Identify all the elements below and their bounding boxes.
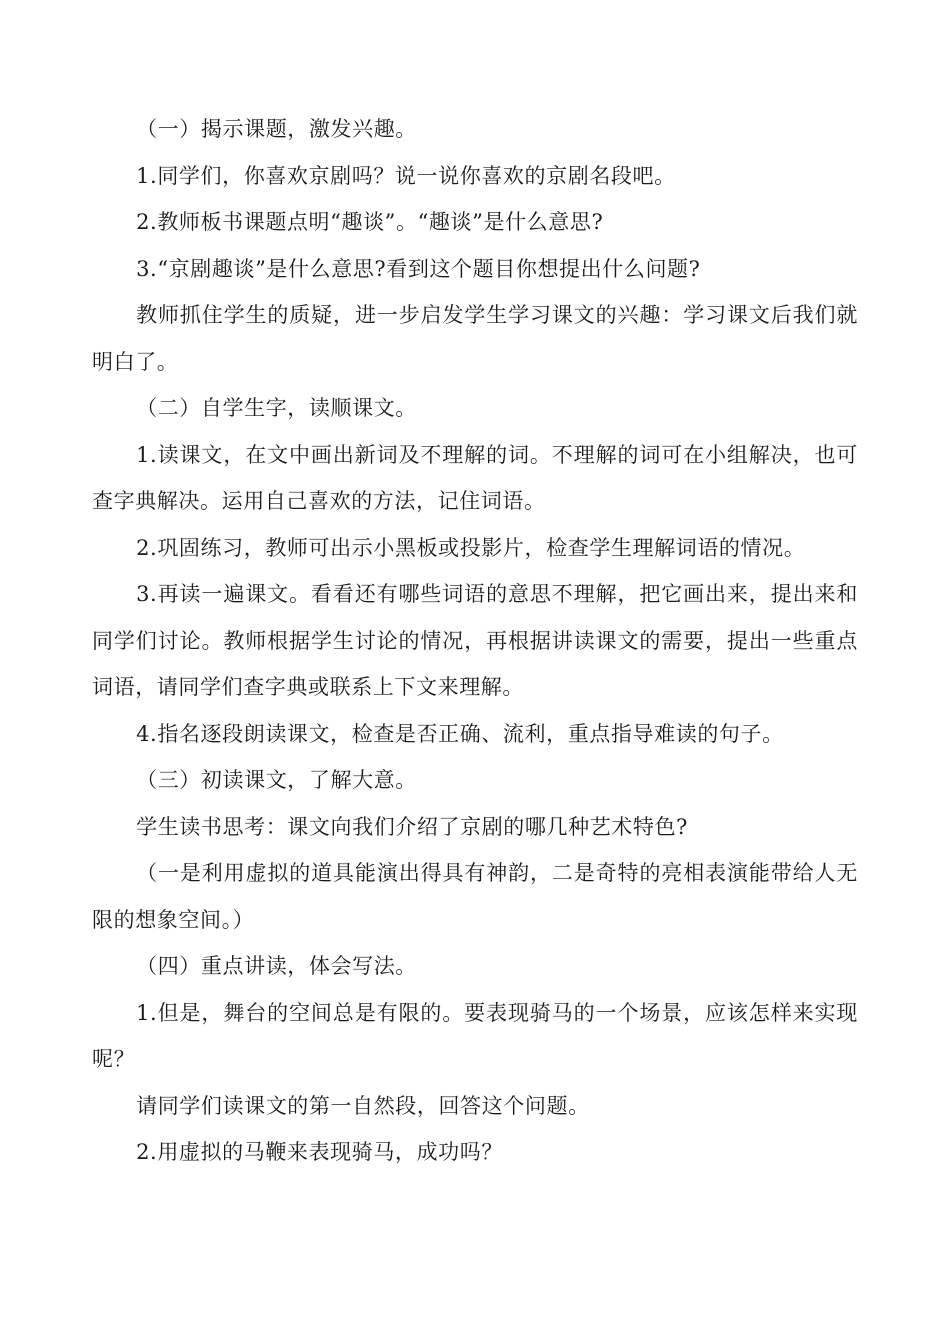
document-body [92, 106, 858, 1176]
paragraph: 4.指名逐段朗读课文，检查是否正确、流利，重点指导难读的句子。 [136, 721, 784, 746]
paragraph: 1.同学们，你喜欢京剧吗？说一说你喜欢的京剧名段吧。 [136, 163, 676, 188]
paragraph: 请同学们读课文的第一自然段，回答这个问题。 [136, 1093, 590, 1118]
paragraph: 3.“京剧趣谈”是什么意思?看到这个题目你想提出什么问题? [136, 256, 701, 281]
paragraph: 1.读课文，在文中画出新词及不理解的词。不理解的词可在小组解决，也可查字典解决。运用自己喜欢的方法，记住词语。 [92, 442, 858, 513]
paragraph: 2.教师板书课题点明“趣谈”。“趣谈”是什么意思? [136, 210, 604, 234]
paragraph: 1.但是，舞台的空间总是有限的。要表现骑马的一个场景，应该怎样来实现呢？ [92, 1000, 858, 1071]
section-heading-2: （二）自学生字，读顺课文。 [136, 396, 417, 420]
paragraph: 教师抓住学生的质疑，进一步启发学生学习课文的兴趣：学习课文后我们就明白了。 [92, 303, 858, 374]
paragraph: 3.再读一遍课文。看看还有哪些词语的意思不理解，把它画出来，提出来和同学们讨论。教师根据学生讨论的情况，再根据讲读课文的需要，提出一些重点词语，请同学们查字典或联系上下文来理解。 [92, 582, 858, 699]
section-heading-4: （四）重点讲读，体会写法。 [136, 954, 417, 978]
paragraph: 2.用虚拟的马鞭来表现骑马，成功吗？ [136, 1140, 503, 1164]
paragraph: 学生读书思考：课文向我们介绍了京剧的哪几种艺术特色? [136, 814, 688, 839]
paragraph: （一是利用虚拟的道具能演出得具有神韵，二是奇特的亮相表演能带给人无限的想象空间。） [92, 861, 858, 932]
paragraph: 2.巩固练习，教师可出示小黑板或投影片，检查学生理解词语的情况。 [136, 535, 806, 560]
section-heading-1: （一）揭示课题，激发兴趣。 [136, 117, 417, 141]
section-heading-3: （三）初读课文，了解大意。 [136, 768, 417, 792]
